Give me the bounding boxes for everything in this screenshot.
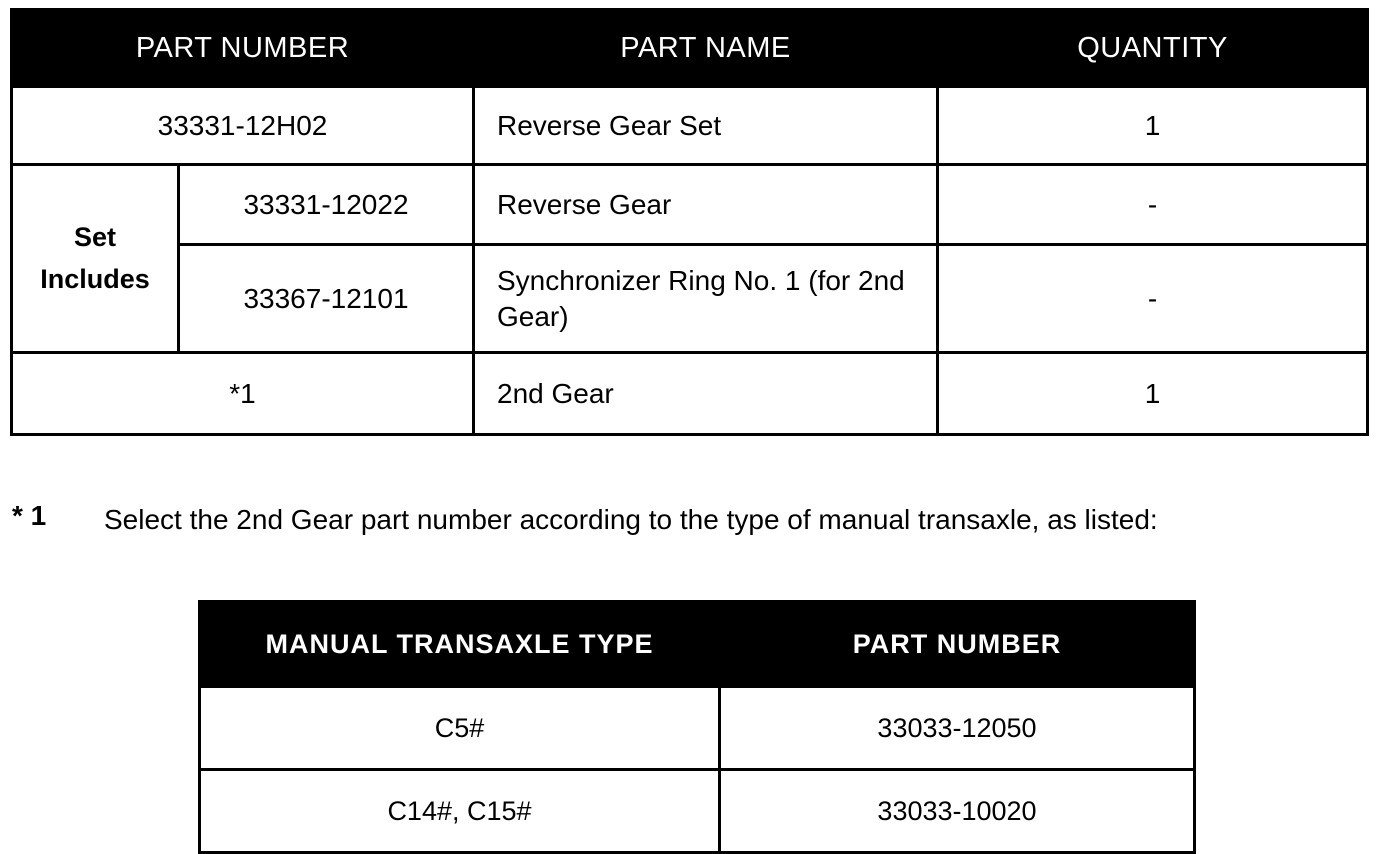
column-header-quantity: QUANTITY [938,10,1368,87]
parts-table [10,8,1369,436]
cell-quantity: - [938,165,1368,245]
set-includes-label-line1: Set [73,221,117,252]
transaxle-table-container [198,600,1193,854]
cell-part-name: Reverse Gear [474,165,938,245]
cell-part-number: 33367-12101 [179,245,474,353]
column-header-transaxle-type: MANUAL TRANSAXLE TYPE [200,602,720,687]
cell-part-number: 33331-12022 [179,165,474,245]
parts-table-container [10,8,1366,436]
footnote-text: Select the 2nd Gear part number according to the type of manual transaxle, as listed: [104,504,1158,535]
transaxle-table [198,600,1196,854]
column-header-part-name: PART NAME [474,10,938,87]
cell-transaxle-type: C5# [200,687,720,770]
footnote [12,500,1332,540]
cell-part-number: 33033-10020 [720,770,1195,853]
table-row [200,687,1195,770]
cell-quantity: 1 [938,353,1368,435]
cell-part-name: Reverse Gear Set [474,87,938,165]
table-row [12,245,1368,353]
cell-part-name: 2nd Gear [474,353,938,435]
set-includes-label-line2: Includes [40,263,150,294]
footnote-marker: * 1 [12,500,47,531]
set-includes-label [12,165,179,353]
cell-transaxle-type: C14#, C15# [200,770,720,853]
column-header-part-number: PART NUMBER [720,602,1195,687]
table-header-row [200,602,1195,687]
cell-quantity: 1 [938,87,1368,165]
cell-part-name: Synchronizer Ring No. 1 (for 2nd Gear) [474,245,938,353]
table-row [12,353,1368,435]
table-row [12,87,1368,165]
cell-part-number: 33331-12H02 [12,87,474,165]
table-row [12,165,1368,245]
column-header-part-number: PART NUMBER [12,10,474,87]
table-row [200,770,1195,853]
cell-quantity: - [938,245,1368,353]
cell-part-number: 33033-12050 [720,687,1195,770]
cell-part-number: *1 [12,353,474,435]
table-header-row [12,10,1368,87]
